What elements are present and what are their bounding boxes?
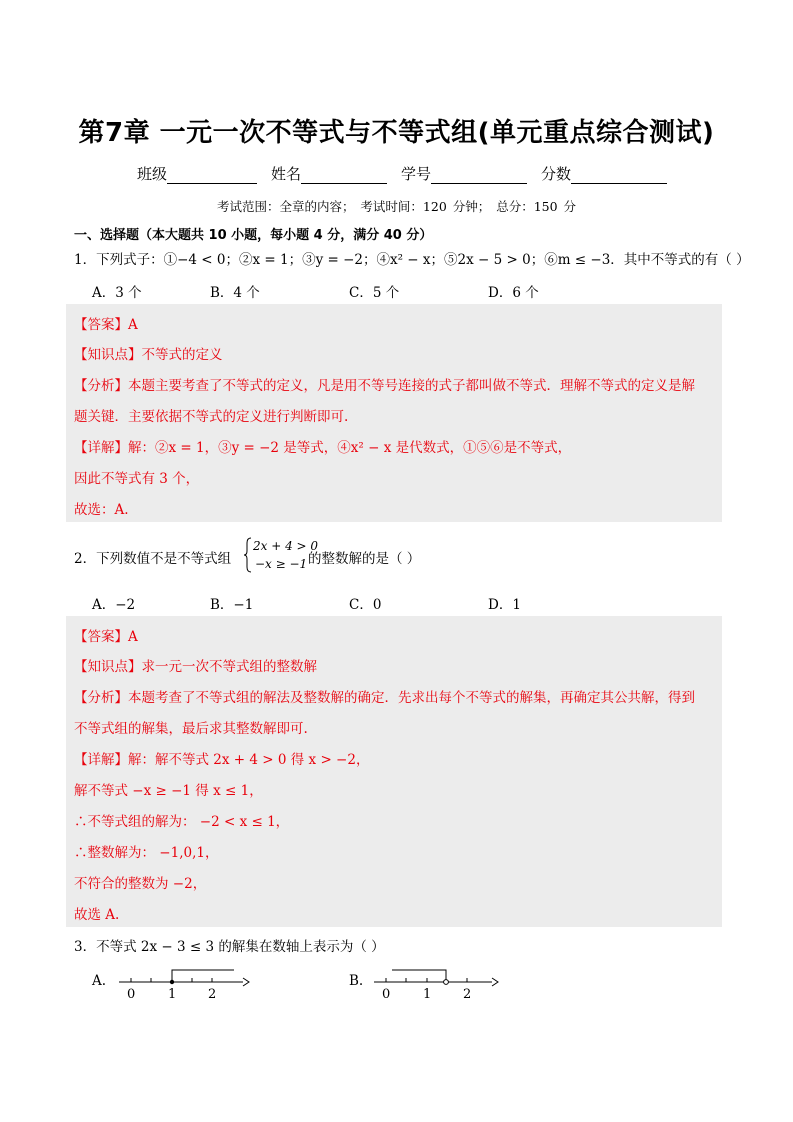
q1-detail: 【详解】解：②x = 1，③y = −2 是等式，④x² − x 是代数式，①⑤⑥是不等式， bbox=[74, 440, 572, 456]
q2-choice: 故选 A. bbox=[74, 907, 120, 923]
axis-arrow bbox=[243, 978, 249, 986]
system-brace bbox=[244, 538, 251, 572]
q1-option-d[interactable]: D．6 个 bbox=[488, 285, 539, 301]
closed-dot bbox=[170, 980, 174, 984]
q2-option-b[interactable]: B．−1 bbox=[210, 597, 254, 613]
q2-option-a[interactable]: A．−2 bbox=[92, 597, 136, 613]
question-2-prefix: 2．下列数值不是不等式组 bbox=[74, 551, 232, 567]
student-id-field bbox=[401, 163, 527, 184]
q2-detail-2: 解不等式 −x ≥ −1 得 x ≤ 1， bbox=[74, 783, 263, 799]
q3-number-line-a[interactable] bbox=[115, 962, 255, 1002]
system-line-1: 2x + 4 > 0 bbox=[253, 539, 319, 553]
score-field bbox=[541, 163, 667, 184]
q2-knowledge: 【知识点】求一元一次不等式组的整数解 bbox=[74, 659, 317, 675]
question-2-suffix: 的整数解的是（ ） bbox=[308, 551, 421, 567]
class-field bbox=[137, 163, 257, 184]
q1-analysis-2: 题关键．主要依据不等式的定义进行判断即可. bbox=[74, 409, 349, 425]
score-label: 分数 bbox=[541, 165, 572, 183]
inequality-system bbox=[243, 537, 319, 573]
class-label: 班级 bbox=[137, 165, 168, 183]
q2-detail-3: ∴不等式组的解为： −2 < x ≤ 1， bbox=[74, 814, 290, 830]
name-field bbox=[271, 163, 387, 184]
q1-option-a[interactable]: A．3 个 bbox=[92, 285, 142, 301]
name-blank[interactable] bbox=[301, 167, 387, 184]
q3-option-b-label[interactable]: B. bbox=[349, 973, 364, 989]
system-line-2: −x ≥ −1 bbox=[255, 557, 308, 571]
q1-answer: 【答案】A bbox=[74, 317, 138, 333]
open-dot bbox=[444, 980, 449, 985]
q2-answer-block bbox=[66, 616, 722, 927]
q2-option-d[interactable]: D．1 bbox=[488, 597, 521, 613]
q2-detail-1: 【详解】解：解不等式 2x + 4 > 0 得 x > −2， bbox=[74, 752, 370, 768]
question-3: 3．不等式 2x − 3 ≤ 3 的解集在数轴上表示为（ ） bbox=[74, 939, 385, 955]
solution-bracket bbox=[392, 970, 446, 982]
student-id-label: 学号 bbox=[401, 165, 432, 183]
axis-arrow bbox=[492, 978, 498, 986]
q1-option-c[interactable]: C．5 个 bbox=[349, 285, 400, 301]
exam-meta: 考试范围：全章的内容； 考试时间：120 分钟； 总分：150 分 bbox=[216, 199, 577, 214]
q2-analysis-2: 不等式组的解集，最后求其整数解即可. bbox=[74, 721, 308, 737]
score-blank[interactable] bbox=[571, 167, 667, 184]
tick-label-2: 2 bbox=[208, 987, 217, 1002]
q2-answer: 【答案】A bbox=[74, 629, 138, 645]
q1-analysis-1: 【分析】本题主要考查了不等式的定义，凡是用不等号连接的式子都叫做不等式．理解不等式的定义是解 bbox=[74, 378, 695, 394]
q2-detail-4: ∴整数解为： −1,0,1， bbox=[74, 845, 219, 861]
tick-label-0: 0 bbox=[127, 987, 136, 1002]
page-title: 第7章 一元一次不等式与不等式组(单元重点综合测试) bbox=[78, 118, 715, 148]
q3-option-a-label[interactable]: A. bbox=[92, 973, 107, 989]
q3-number-line-b[interactable] bbox=[370, 962, 510, 1002]
q1-knowledge: 【知识点】不等式的定义 bbox=[74, 347, 223, 363]
q1-choice: 故选：A. bbox=[74, 502, 129, 518]
tick-label-1: 1 bbox=[423, 987, 432, 1002]
q2-option-c[interactable]: C．0 bbox=[349, 597, 382, 613]
tick-label-0: 0 bbox=[382, 987, 391, 1002]
student-id-blank[interactable] bbox=[431, 167, 527, 184]
q1-option-b[interactable]: B．4 个 bbox=[210, 285, 260, 301]
student-info-row bbox=[137, 163, 667, 184]
tick-label-1: 1 bbox=[168, 987, 177, 1002]
solution-bracket bbox=[172, 970, 234, 982]
question-1: 1．下列式子：①−4 < 0；②x = 1；③y = −2；④x² − x；⑤2x − 5 > 0；⑥m ≤ −3．其中不等式的有（ ） bbox=[74, 252, 750, 268]
tick-label-2: 2 bbox=[463, 987, 472, 1002]
q2-analysis-1: 【分析】本题考查了不等式组的解法及整数解的确定．先求出每个不等式的解集，再确定其公共解，得到 bbox=[74, 690, 695, 706]
name-label: 姓名 bbox=[271, 165, 302, 183]
class-blank[interactable] bbox=[167, 167, 257, 184]
q1-answer-block bbox=[66, 304, 722, 522]
q1-detail-2: 因此不等式有 3 个， bbox=[74, 471, 200, 487]
q2-detail-5: 不符合的整数为 −2， bbox=[74, 876, 207, 892]
section-heading: 一、选择题（本大题共 10 小题，每小题 4 分，满分 40 分） bbox=[74, 228, 433, 243]
